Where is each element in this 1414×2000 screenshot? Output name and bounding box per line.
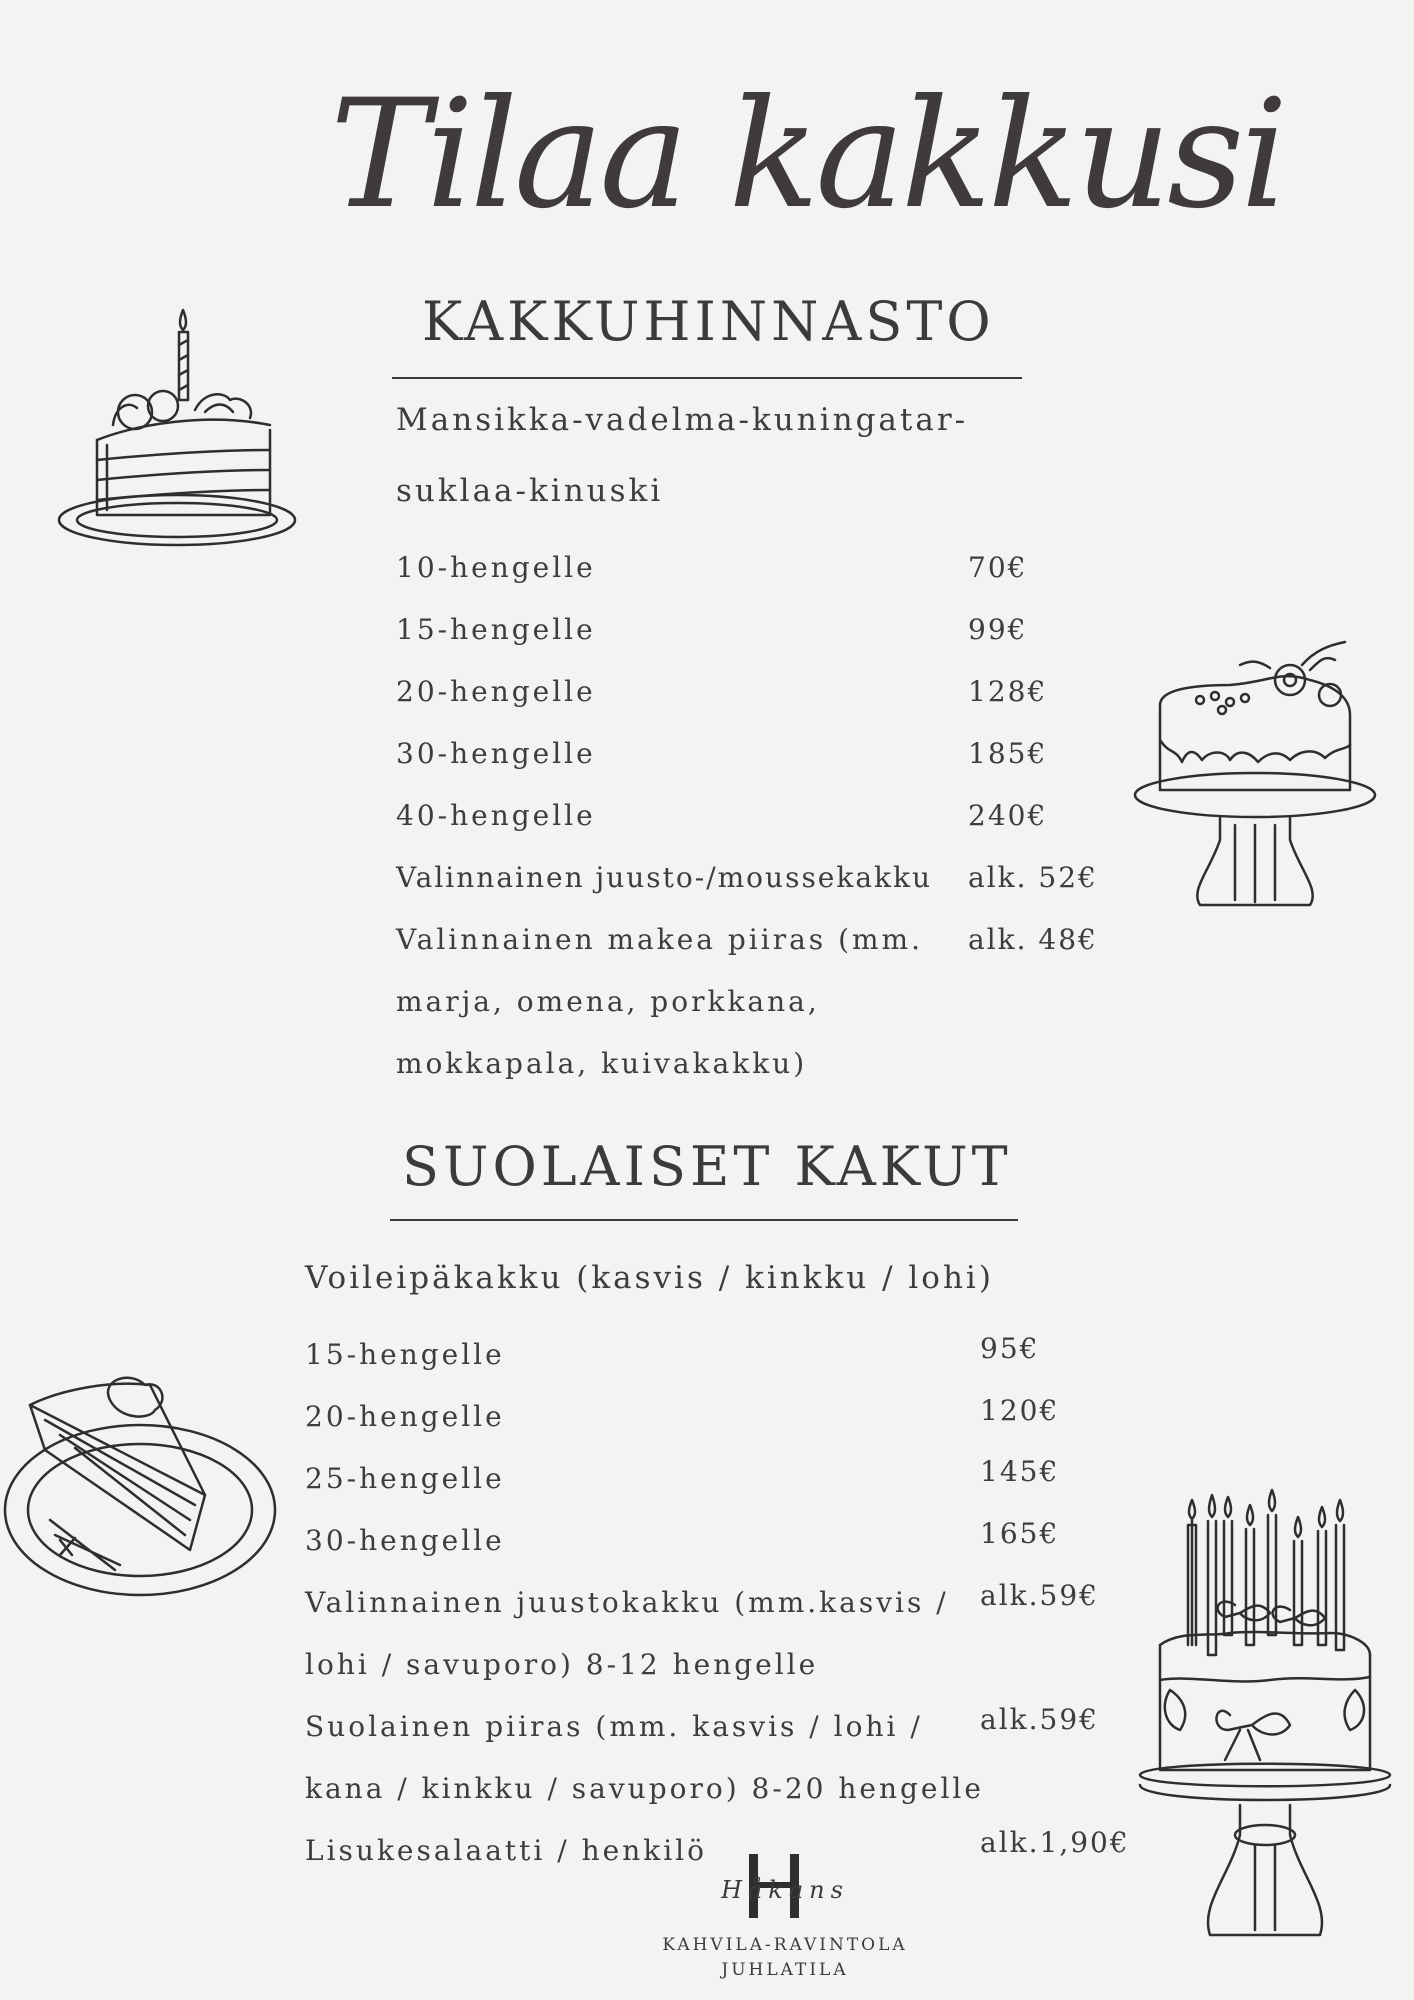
price-row-value: alk.59€ bbox=[980, 1703, 1099, 1736]
price-row-label: 15-hengelle bbox=[396, 613, 596, 646]
price-row-value: 70€ bbox=[968, 551, 1028, 584]
section-heading-suolaiset-kakut: SUOLAISET KAKUT bbox=[402, 1135, 1012, 1198]
logo-line2: JUHLATILA bbox=[721, 1960, 849, 1980]
pie-continuation-line1: marja, omena, porkkana, bbox=[396, 985, 820, 1018]
price-row-label: Suolainen piiras (mm. kasvis / lohi / bbox=[305, 1710, 923, 1743]
section-divider bbox=[390, 1219, 1018, 1221]
price-row-label: Valinnainen juusto-/moussekakku bbox=[396, 861, 933, 894]
price-row-label: Valinnainen juustokakku (mm.kasvis / bbox=[305, 1586, 949, 1619]
price-row-label: 30-hengelle bbox=[305, 1524, 505, 1557]
price-row-value: 128€ bbox=[968, 675, 1048, 708]
logo-script-text: Håkans bbox=[721, 1876, 849, 1904]
cake-name-line2: suklaa-kinuski bbox=[396, 473, 664, 509]
price-row-value: 185€ bbox=[968, 737, 1048, 770]
pie-slice-plate-icon bbox=[0, 1360, 290, 1600]
price-row-value: 145€ bbox=[980, 1455, 1060, 1488]
price-row-label: 15-hengelle bbox=[305, 1338, 505, 1371]
price-row-value: 120€ bbox=[980, 1394, 1060, 1427]
cake-slice-candle-icon bbox=[55, 300, 315, 560]
price-row-label: kana / kinkku / savuporo) 8-20 hengelle bbox=[305, 1772, 984, 1805]
price-row-value: 165€ bbox=[980, 1517, 1060, 1550]
price-row-value: alk.59€ bbox=[980, 1579, 1099, 1612]
price-row-value: 95€ bbox=[980, 1332, 1040, 1365]
price-row-label: 10-hengelle bbox=[396, 551, 596, 584]
price-row-label: Valinnainen makea piiras (mm. bbox=[396, 923, 923, 956]
price-row-value: 99€ bbox=[968, 613, 1028, 646]
cake-name-line1: Mansikka-vadelma-kuningatar- bbox=[396, 402, 969, 438]
price-row-label: Lisukesalaatti / henkilö bbox=[305, 1834, 707, 1867]
price-row-label: 20-hengelle bbox=[305, 1400, 505, 1433]
price-row-label: 20-hengelle bbox=[396, 675, 596, 708]
price-row-value: alk.1,90€ bbox=[980, 1826, 1130, 1859]
price-row-label: 30-hengelle bbox=[396, 737, 596, 770]
price-row-value: alk. 52€ bbox=[968, 861, 1098, 894]
cake-stand-flowers-icon bbox=[1130, 630, 1380, 920]
logo-line1: KAHVILA-RAVINTOLA bbox=[662, 1935, 908, 1955]
savory-cake-name: Voileipäkakku (kasvis / kinkku / lohi) bbox=[305, 1260, 994, 1296]
birthday-cake-candles-icon bbox=[1130, 1485, 1400, 1955]
price-row-value: 240€ bbox=[968, 799, 1048, 832]
section-heading-kakkuhinnasto: KAKKUHINNASTO bbox=[422, 290, 995, 353]
price-row-label: 25-hengelle bbox=[305, 1462, 505, 1495]
pie-continuation-line2: mokkapala, kuivakakku) bbox=[396, 1047, 808, 1080]
price-row-label: 40-hengelle bbox=[396, 799, 596, 832]
price-row-value: alk. 48€ bbox=[968, 923, 1098, 956]
section-divider bbox=[392, 377, 1022, 379]
price-row-label: lohi / savuporo) 8-12 hengelle bbox=[305, 1648, 819, 1681]
page-title: Tilaa kakkusi bbox=[330, 68, 1285, 242]
